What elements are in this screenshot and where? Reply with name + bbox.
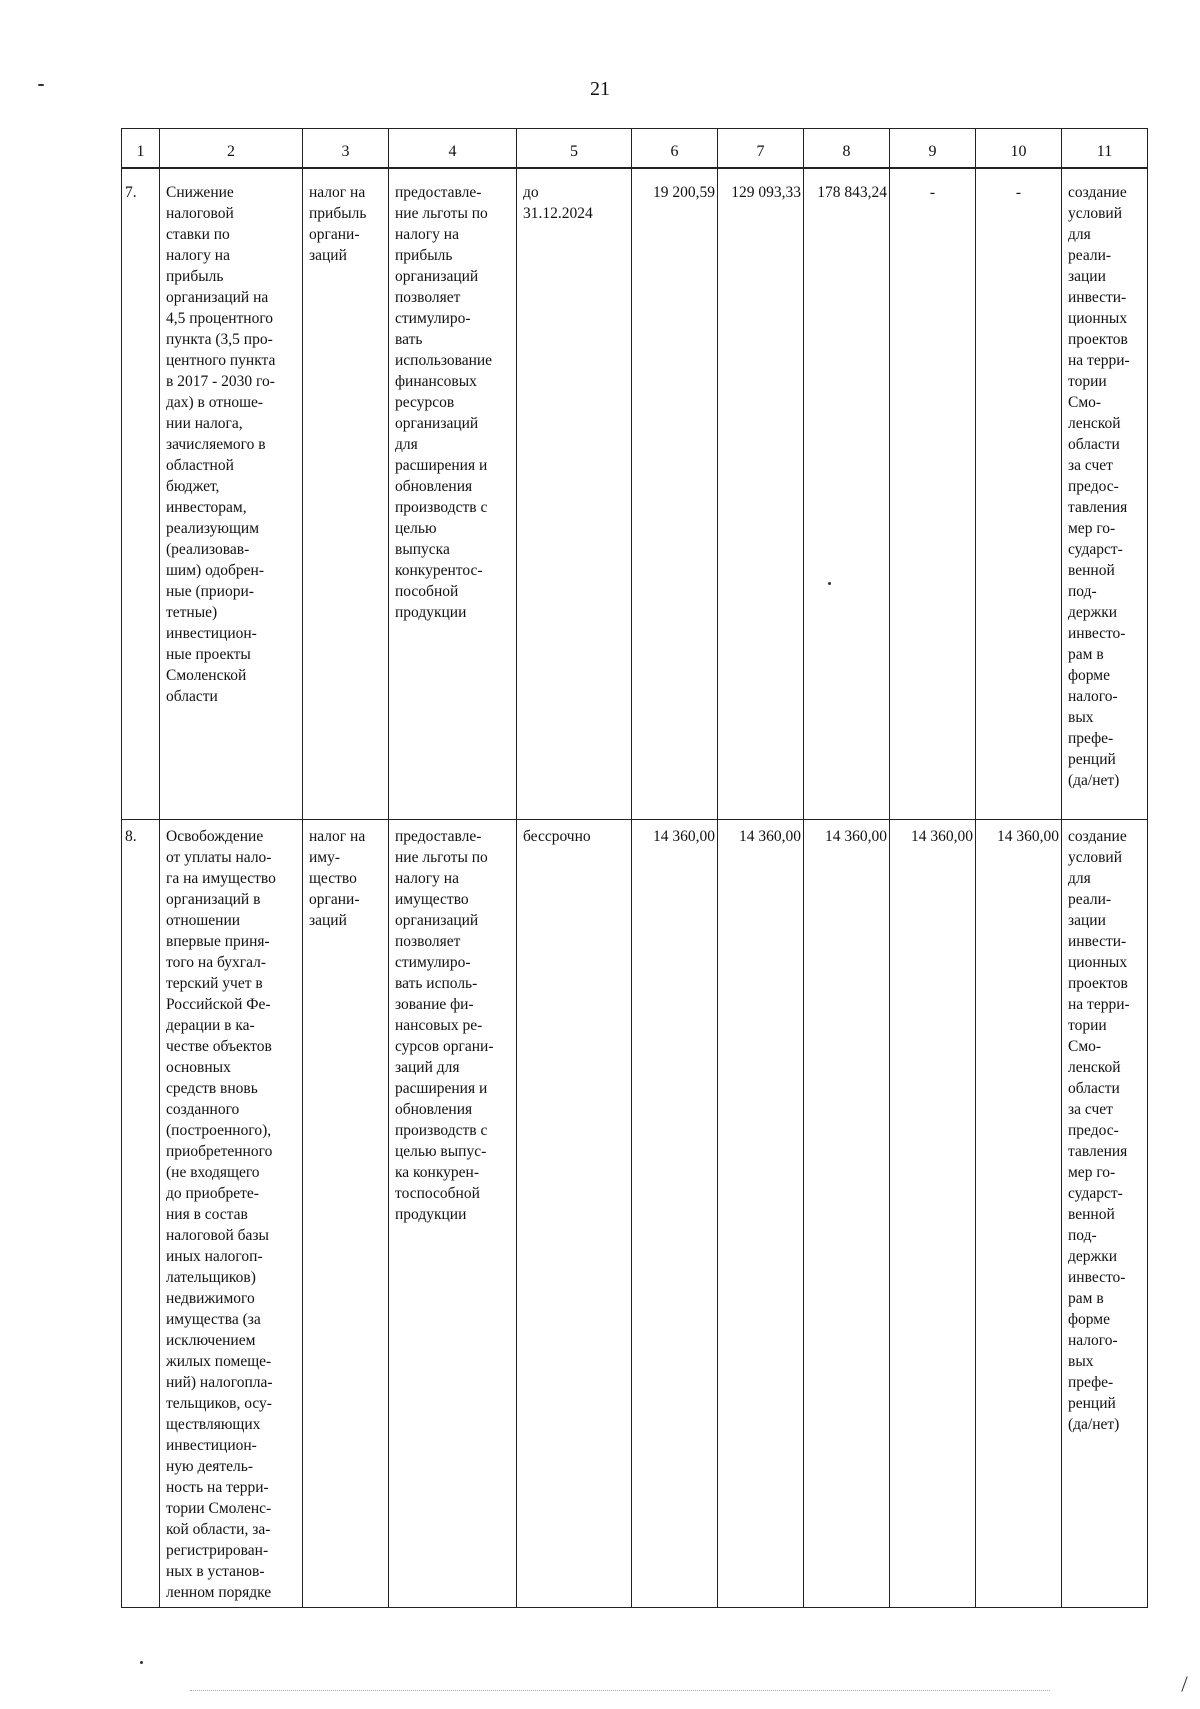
value-col6: 19 200,59 [632,168,718,820]
scan-speck [38,84,44,86]
scan-corner-mark [1181,1676,1187,1691]
benefit-term: до 31.12.2024 [517,168,632,820]
column-header: 3 [303,129,389,169]
page-number: 21 [590,78,610,100]
row-index: 7. [122,168,160,820]
column-header: 6 [632,129,718,169]
benefit-effect: предоставле- ние льготы по налогу на имущество организаций позволяет стимулиро- вать исполь- зование фи- нансовых ре- сурсов органи- заций для расширения и обновления производств с целью выпус- ка конкурен- тоспособной продукции [389,820,517,1608]
table-row [122,168,1148,820]
tax-type: налог на прибыль органи- заций [303,168,389,820]
value-col8: 178 843,24 [804,168,890,820]
scan-speck [140,1661,143,1664]
column-header: 7 [718,129,804,169]
table-row [122,820,1148,1608]
value-col6: 14 360,00 [632,820,718,1608]
tax-benefits-table [121,128,1148,1608]
tax-type: налог на иму- щество органи- заций [303,820,389,1608]
benefit-description: Освобождение от уплаты нало- га на имущество организаций в отношении впервые приня- того на бухгал- терский учет в Российской Фе- дерации в ка- честве объектов основных средств вновь созданного (построенного), приобретенного (не входящего до приобрете- ния в состав налоговой базы иных налогоп- лательщиков) недвижимого имущества (за исключением жилых помеще- ний) налогопла- тельщиков, осу- ществляющих инвестицион- ную деятель- ность на терри- тории Смоленс- кой области, за- регистрирован- ных в установ- ленном порядке [160,820,303,1608]
value-col9: - [890,168,976,820]
value-col7: 129 093,33 [718,168,804,820]
column-header: 2 [160,129,303,169]
scan-edge-marks [190,1690,1050,1693]
column-header: 9 [890,129,976,169]
benefit-description: Снижение налоговой ставки по налогу на прибыль организаций на 4,5 процентного пункта (3,5 про- центного пункта в 2017 - 2030 го- дах) в отноше- нии налога, зачисляемого в областной бюджет, инвесторам, реализующим (реализовав- шим) одобрен- ные (приори- тетные) инвестицион- ные проекты Смоленской области [160,168,303,820]
value-col7: 14 360,00 [718,820,804,1608]
value-col10: 14 360,00 [976,820,1062,1608]
table-header-row [122,129,1148,169]
value-col8: 14 360,00 [804,820,890,1608]
column-header: 4 [389,129,517,169]
row-index: 8. [122,820,160,1608]
benefit-term: бессрочно [517,820,632,1608]
scan-speck [828,582,831,585]
column-header: 10 [976,129,1062,169]
column-header: 1 [122,129,160,169]
column-header: 5 [517,129,632,169]
value-col10: - [976,168,1062,820]
benefit-goal: создание условий для реали- зации инвести- ционных проектов на терри- тории Смо- ленской области за счет предос- тавления мер го- сударст- венной под- держки инвесто- рам в форме налого- вых префе- ренций (да/нет) [1062,820,1148,1608]
benefit-goal: создание условий для реали- зации инвести- ционных проектов на терри- тории Смо- ленской области за счет предос- тавления мер го- сударст- венной под- держки инвесто- рам в форме налого- вых префе- ренций (да/нет) [1062,168,1148,820]
column-header: 8 [804,129,890,169]
benefit-effect: предоставле- ние льготы по налогу на прибыль организаций позволяет стимулиро- вать использование финансовых ресурсов организаций для расширения и обновления производств с целью выпуска конкурентос- пособной продукции [389,168,517,820]
value-col9: 14 360,00 [890,820,976,1608]
column-header: 11 [1062,129,1148,169]
